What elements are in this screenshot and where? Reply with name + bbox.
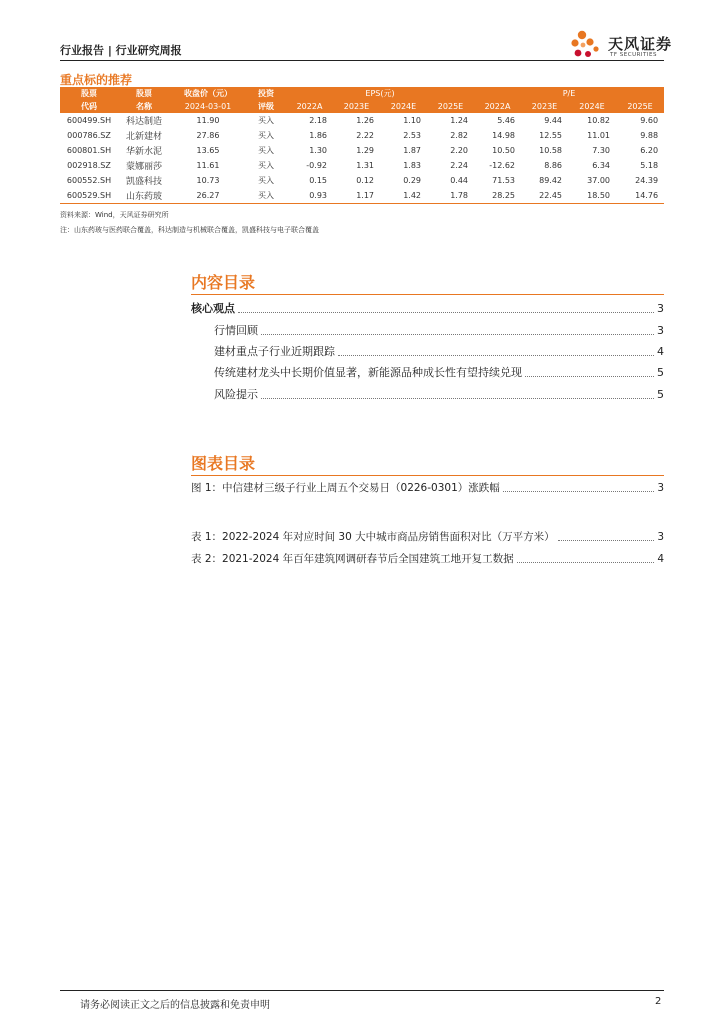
header-rating-group: 投资 [246,87,286,100]
table-row [60,173,664,188]
rating: 买入 [258,146,274,155]
eps-2022a: 0.15 [309,176,327,185]
stock-name: 蒙娜丽莎 [125,162,162,172]
figures-title: 图表目录 [191,454,256,473]
toc-entry-page: 3 [657,324,664,337]
figure-entry-1[interactable] [191,480,664,495]
page-number: 2 [655,996,662,1007]
stock-code: 600801.SH [66,146,112,155]
pe-2022a: 10.50 [492,146,516,155]
rating: 买入 [258,116,274,125]
toc-entry-market-review[interactable] [214,322,664,338]
pe-2022a: 28.25 [474,188,521,204]
stock-name: 科达制造 [125,117,162,127]
table-source: 资料来源：Wind，天风证券研究所 [60,211,169,219]
toc-entry-page: 3 [657,302,664,315]
header-name-group: 股票 [118,87,170,100]
table-note: 注：山东药玻与医药联合覆盖，科达制造与机械联合覆盖，凯盛科技与电子联合覆盖 [60,226,319,234]
toc-leader [525,376,654,377]
pe-2023e: 22.45 [521,188,568,204]
table-entry-2[interactable] [191,551,664,566]
close-price: 26.27 [170,188,246,204]
table-row [60,158,664,173]
eps-2023e: 1.17 [333,188,380,204]
eps-2023e: 1.26 [356,116,374,125]
pe-2023e: 12.55 [539,131,563,140]
rating: 买入 [258,161,274,170]
header-divider [60,60,664,61]
section-title: 重点标的推荐 [60,73,133,87]
toc-leader [517,562,655,563]
eps-2025e: 2.82 [450,131,469,140]
header-name: 名称 [118,100,170,113]
pe-2022a: 71.53 [492,176,516,185]
table-entry-page: 4 [657,553,664,565]
stock-name: 华新水泥 [125,147,162,157]
eps-2023e: 1.29 [356,146,374,155]
eps-2024e: 1.87 [403,146,421,155]
stock-code: 600499.SH [66,116,112,125]
header-code-group: 股票 [60,87,118,100]
eps-2022a: 1.86 [309,131,327,140]
toc-entry-label: 行情回顾 [214,324,258,337]
eps-2024e: 2.53 [403,131,421,140]
rating: 买入 [258,131,274,140]
pe-2023e: 89.42 [539,176,563,185]
table-row [60,143,664,158]
stock-code: 600552.SH [66,176,112,185]
header-code: 代码 [60,100,118,113]
pe-2025e: 24.39 [635,176,659,185]
eps-2025e: 1.78 [427,188,474,204]
eps-2024e: 1.42 [380,188,427,204]
header-year: 2024E [380,100,427,113]
rating: 买入 [246,188,286,204]
stock-name: 凯盛科技 [125,177,162,187]
eps-2023e: 0.12 [356,176,374,185]
toc-entry-label: 传统建材龙头中长期价值显著，新能源品种成长性有望持续兑现 [214,366,522,379]
rating: 买入 [258,176,274,185]
pe-2025e: 5.18 [640,161,659,170]
toc-entry-page: 4 [657,345,664,358]
report-header-title: 行业报告 | 行业研究周报 [60,44,182,57]
logo-text-cn: 天风证券 [608,35,673,53]
header-year: 2024E [568,100,616,113]
table-entry-1[interactable] [191,529,664,544]
header-eps-group: EPS(元) [286,87,474,100]
header-year: 2022A [474,100,521,113]
eps-2025e: 2.24 [450,161,469,170]
eps-2022a: 1.30 [309,146,327,155]
stock-name: 北新建材 [125,132,162,142]
toc-entry-label: 建材重点子行业近期跟踪 [214,345,335,358]
eps-2025e: 0.44 [450,176,469,185]
pe-2024e: 37.00 [587,176,611,185]
table-row [60,188,664,204]
toc-entry-core-view[interactable] [191,300,664,316]
figures-title-underline [191,475,664,476]
footer-divider [60,990,664,991]
close-price: 11.61 [196,161,220,170]
eps-2024e: 0.29 [403,176,421,185]
header-pe-group: P/E [474,87,664,100]
toc-entry-page: 5 [657,366,664,379]
eps-2025e: 1.24 [450,116,469,125]
company-logo [568,28,678,62]
pe-2022a: -12.62 [489,161,516,170]
pe-2025e: 6.20 [640,146,659,155]
toc-entry-label: 核心观点 [191,302,235,315]
eps-2024e: 1.10 [403,116,421,125]
figure-entry-page: 3 [657,482,664,494]
close-price: 13.65 [196,146,220,155]
tf-logo-icon [568,28,606,62]
toc-leader [503,491,655,492]
header-price-group: 收盘价（元） [170,87,246,100]
pe-2022a: 14.98 [492,131,516,140]
table-row [60,128,664,143]
toc-entry-sector-tracking[interactable] [214,343,664,359]
pe-2024e: 7.30 [592,146,611,155]
header-year: 2025E [427,100,474,113]
toc-title-underline [191,294,664,295]
stock-code: 600529.SH [60,188,118,204]
eps-2023e: 1.31 [356,161,374,170]
eps-2023e: 2.22 [356,131,374,140]
pe-2024e: 10.82 [587,116,611,125]
header-year: 2023E [521,100,568,113]
pe-2025e: 14.76 [616,188,664,204]
close-price: 11.90 [196,116,220,125]
close-price: 27.86 [196,131,220,140]
recommendation-table [60,87,664,204]
logo-text-en: TF SECURITIES [610,52,657,58]
pe-2024e: 18.50 [568,188,616,204]
pe-2024e: 11.01 [587,131,611,140]
pe-2022a: 5.46 [497,116,516,125]
stock-code: 002918.SZ [67,161,111,170]
eps-2024e: 1.83 [403,161,421,170]
header-rating: 评级 [246,100,286,113]
eps-2022a: -0.92 [306,161,327,170]
footer-disclaimer: 请务必阅读正文之后的信息披露和免责申明 [80,1000,270,1011]
toc-entry-label: 风险提示 [214,388,258,401]
toc-entry-page: 5 [657,388,664,401]
stock-name: 山东药玻 [118,188,170,204]
header-year: 2025E [616,100,664,113]
header-year: 2023E [333,100,380,113]
figure-entry-label: 图 1：中信建材三级子行业上周五个交易日（0226-0301）涨跌幅 [191,482,500,494]
toc-title: 内容目录 [191,273,256,292]
stock-code: 000786.SZ [67,131,111,140]
eps-2022a: 2.18 [309,116,327,125]
toc-leader [558,540,655,541]
table-row [60,113,664,128]
header-year: 2022A [286,100,333,113]
toc-leader [238,312,654,313]
header-price-date: 2024-03-01 [170,100,246,113]
pe-2025e: 9.88 [640,131,659,140]
toc-entry-value-growth[interactable] [214,364,664,380]
eps-2022a: 0.93 [286,188,333,204]
toc-leader [261,398,654,399]
toc-leader [261,334,654,335]
pe-2023e: 10.58 [539,146,563,155]
pe-2025e: 9.60 [640,116,659,125]
pe-2024e: 6.34 [592,161,611,170]
toc-leader [338,355,654,356]
pe-2023e: 9.44 [544,116,563,125]
table-entry-label: 表 1：2022-2024 年对应时间 30 大中城市商品房销售面积对比（万平方米） [191,531,555,543]
toc-entry-risk-warning[interactable] [214,386,664,402]
close-price: 10.73 [196,176,220,185]
eps-2025e: 2.20 [450,146,469,155]
table-entry-page: 3 [657,531,664,543]
table-entry-label: 表 2：2021-2024 年百年建筑网调研春节后全国建筑工地开复工数据 [191,553,514,565]
pe-2023e: 8.86 [544,161,563,170]
